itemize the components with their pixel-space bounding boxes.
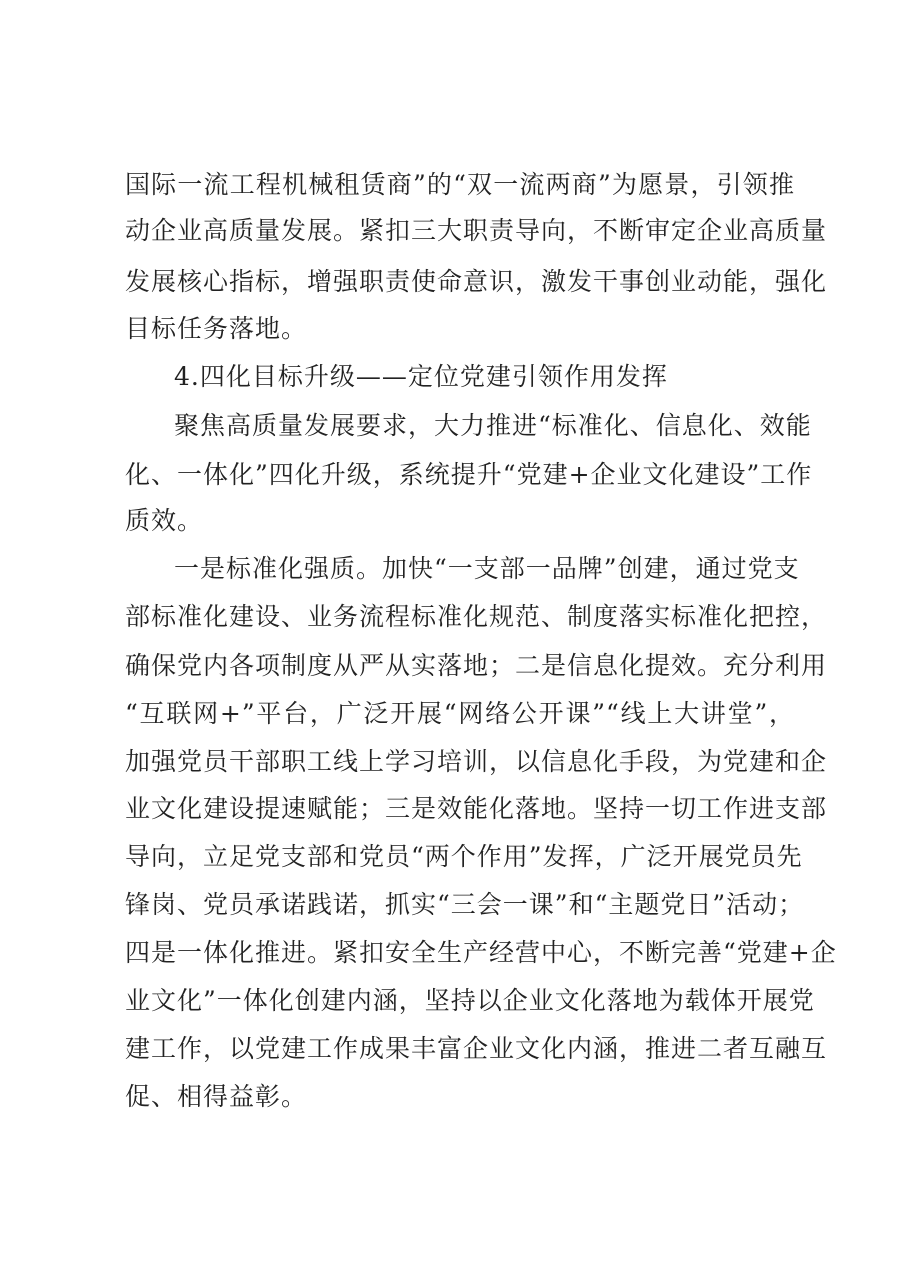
paragraph-line <box>0 501 909 541</box>
line-text: 建工作，以党建工作成果丰富企业文化内涵，推进二者互融互 <box>125 1034 828 1063</box>
paragraph-line <box>0 406 909 446</box>
paragraph-line <box>0 885 909 925</box>
line-text: 锋岗、党员承诺践诺，抓实“三会一课”和“主题党日”活动； <box>125 890 805 919</box>
line-text: 业文化”一体化创建内涵，坚持以企业文化落地为载体开展党 <box>125 986 815 1015</box>
line-text: 一是标准化强质。加快“一支部一品牌”创建，通过党支 <box>174 554 800 583</box>
line-text: 目标任务落地。 <box>125 314 308 343</box>
line-text: 发展核心指标，增强职责使命意识，激发干事创业动能，强化 <box>125 267 828 296</box>
line-text: 部标准化建设、业务流程标准化规范、制度落实标准化把控， <box>125 602 828 631</box>
paragraph-line <box>0 981 909 1021</box>
paragraph-line <box>0 549 909 589</box>
paragraph-line <box>0 262 909 302</box>
line-text: 动企业高质量发展。紧扣三大职责导向，不断审定企业高质量 <box>125 216 828 245</box>
paragraph-line <box>0 211 909 251</box>
line-text: 质效。 <box>125 506 204 535</box>
line-text: 加强党员干部职工线上学习培训，以信息化手段，为党建和企 <box>125 747 828 776</box>
paragraph-line <box>0 694 909 734</box>
line-text: 化、一体化”四化升级，系统提升“党建+企业文化建设”工作 <box>125 460 813 489</box>
paragraph-line <box>0 1029 909 1069</box>
line-text: 聚焦高质量发展要求，大力推进“标准化、信息化、效能 <box>174 411 812 440</box>
paragraph-line <box>0 309 909 349</box>
paragraph-line <box>0 455 909 495</box>
line-text: 确保党内各项制度从严从实落地；二是信息化提效。充分利用 <box>125 651 828 680</box>
line-text: 促、相得益彰。 <box>125 1082 308 1111</box>
paragraph-line <box>0 165 909 205</box>
line-text: 国际一流工程机械租赁商”的“双一流两商”为愿景，引领推 <box>125 170 795 199</box>
line-text: 四是一体化推进。紧扣安全生产经营中心，不断完善“党建+企 <box>125 938 837 967</box>
paragraph-line <box>0 1077 909 1117</box>
section-heading <box>0 357 909 397</box>
line-text: 业文化建设提速赋能；三是效能化落地。坚持一切工作进支部 <box>125 794 828 823</box>
paragraph-line <box>0 646 909 686</box>
paragraph-line <box>0 597 909 637</box>
line-text: 导向，立足党支部和党员“两个作用”发挥，广泛开展党员先 <box>125 842 803 871</box>
paragraph-line <box>0 837 909 877</box>
paragraph-line <box>0 789 909 829</box>
paragraph-line <box>0 933 909 973</box>
heading-text: 4.四化目标升级——定位党建引领作用发挥 <box>174 362 668 391</box>
line-text: “互联网+”平台，广泛开展“网络公开课”“线上大讲堂”， <box>125 699 795 728</box>
paragraph-line <box>0 742 909 782</box>
